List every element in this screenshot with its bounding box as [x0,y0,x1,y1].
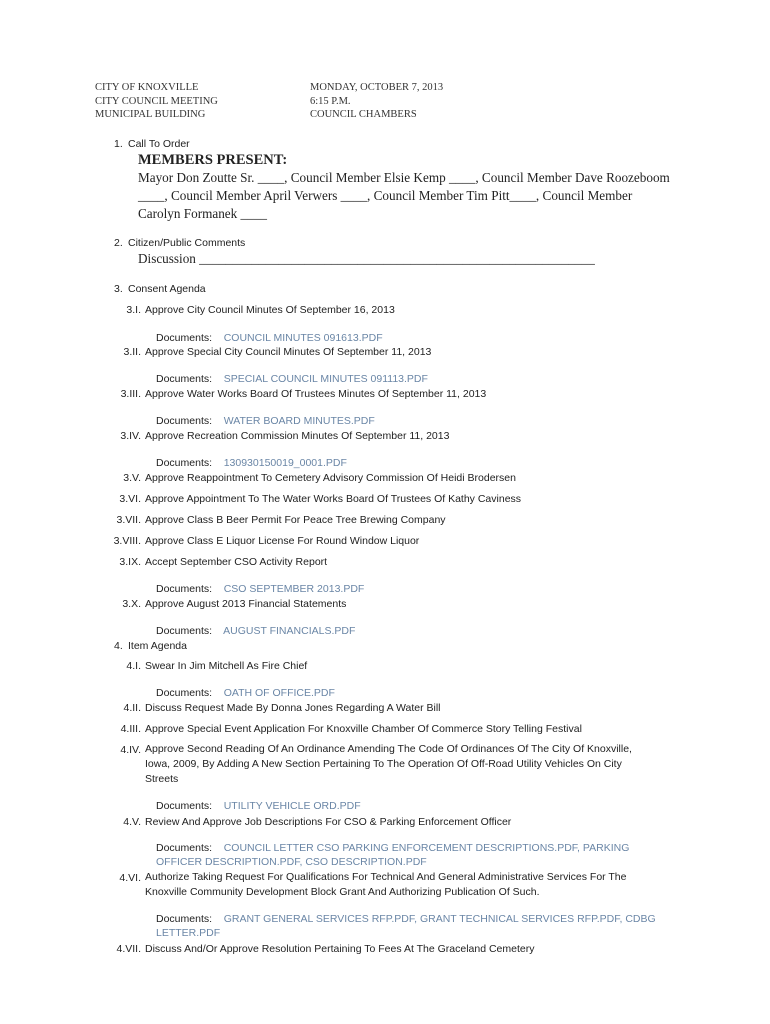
section-3-title: Consent Agenda [128,283,206,295]
item-number: 4.II. [123,702,141,714]
item-number: 3.V. [123,472,141,484]
section-4-number: 4. [114,640,123,652]
item-number: 3.IX. [119,556,141,568]
documents-label: Documents: [156,583,213,595]
item-number: 4.III. [120,723,141,735]
documents-label: Documents: [156,457,213,469]
documents-row [156,414,375,428]
item-number: 3.VI. [119,493,141,505]
section-3-number: 3. [114,283,123,295]
item-number: 3.IV. [120,430,141,442]
section-4-title: Item Agenda [128,640,187,652]
documents-label: Documents: [156,625,213,637]
documents-row [156,372,428,386]
documents-row [156,686,335,700]
documents-row [156,331,383,345]
agenda-item-text: Approve Special Event Application For Knoxville Chamber Of Commerce Story Telling Festival [145,723,582,735]
documents-row [156,624,355,638]
header-building: MUNICIPAL BUILDING [95,109,206,120]
documents-label: Documents: [156,332,213,344]
agenda-item-text: Swear In Jim Mitchell As Fire Chief [145,660,308,672]
agenda-item-text: Approve Water Works Board Of Trustees Minutes Of September 11, 2013 [145,388,487,400]
item-number: 4.I. [126,660,141,672]
document-link[interactable]: CSO SEPTEMBER 2013.PDF [223,583,365,595]
item-number: 3.X. [122,598,141,610]
document-link[interactable]: AUGUST FINANCIALS.PDF [223,625,356,637]
document-link[interactable]: COUNCIL MINUTES 091613.PDF [223,332,383,344]
documents-label: Documents: [156,415,213,427]
agenda-item-text: Approve Appointment To The Water Works Board Of Trustees Of Kathy Caviness [145,493,522,505]
agenda-item-text: Approve Special City Council Minutes Of September 11, 2013 [145,346,432,358]
header-city: CITY OF KNOXVILLE [95,82,199,93]
agenda-item-text: Discuss And/Or Approve Resolution Pertaining To Fees At The Graceland Cemetery [145,943,535,955]
documents-label: Documents: [156,373,213,385]
item-number: 3.III. [120,388,141,400]
agenda-item-text: Approve City Council Minutes Of September 16, 2013 [145,304,395,316]
item-number: 4.V. [123,816,141,828]
item-number: 4.VI. [119,872,141,884]
agenda-item-text: Approve Second Reading Of An Ordinance Amending The Code Of Ordinances Of The City Of Knoxville, Iowa, 2009, By Adding A New Section Pertaining To The Operation Of Off-Road Utility Vehicles On City Streets [145,743,632,785]
item-number: 3.VIII. [113,535,141,547]
documents-label: Documents: [156,842,213,854]
documents-label: Documents: [156,913,213,925]
agenda-item-text: Accept September CSO Activity Report [145,556,328,568]
documents-label: Documents: [156,687,213,699]
header-location: COUNCIL CHAMBERS [310,109,417,120]
item-number: 4.VII. [116,943,141,955]
documents-row [156,912,656,940]
documents-row [156,799,361,813]
header-right [310,81,443,122]
document-link[interactable]: UTILITY VEHICLE ORD.PDF [223,800,361,812]
section-2-title: Citizen/Public Comments [128,237,246,249]
agenda-item-text: Discuss Request Made By Donna Jones Regarding A Water Bill [145,702,441,714]
document-link[interactable]: OATH OF OFFICE.PDF [223,687,335,699]
documents-label: Documents: [156,800,213,812]
members-present-list: Mayor Don Zoutte Sr. ____, Council Member Elsie Kemp ____, Council Member Dave Roozeboom ____, Council Member April Verwers ____, Council Member Tim Pitt____, Council Member Carolyn Formanek ____ [138,170,670,221]
header-left [95,81,218,122]
item-number: 3.I. [126,304,141,316]
agenda-item-text: Review And Approve Job Descriptions For CSO & Parking Enforcement Officer [145,816,512,828]
document-link[interactable]: WATER BOARD MINUTES.PDF [223,415,375,427]
document-link[interactable]: SPECIAL COUNCIL MINUTES 091113.PDF [223,373,428,385]
agenda-item-text: Approve Class B Beer Permit For Peace Tree Brewing Company [145,514,446,526]
section-1-number: 1. [114,138,123,150]
document-link[interactable]: GRANT GENERAL SERVICES RFP.PDF, GRANT TECHNICAL SERVICES RFP.PDF, CDBG LETTER.PDF [156,913,656,939]
members-present-heading: MEMBERS PRESENT: [138,152,288,168]
section-1-title: Call To Order [128,138,190,150]
header-meeting: CITY COUNCIL MEETING [95,95,218,107]
item-number: 3.II. [123,346,141,358]
agenda-item-text: Approve Recreation Commission Minutes Of September 11, 2013 [145,430,450,442]
agenda-item-text: Authorize Taking Request For Qualifications For Technical And General Administrative Services For The Knoxville Community Development Block Grant And Authorizing Publication Of Such. [145,871,627,898]
item-number: 4.IV. [120,744,141,756]
discussion-line: Discussion ____________________________________________________________ [138,251,595,266]
agenda-item-text: Approve Class E Liquor License For Round Window Liquor [145,535,420,547]
agenda-item-text: Approve August 2013 Financial Statements [145,598,347,610]
agenda-item-text: Approve Reappointment To Cemetery Advisory Commission Of Heidi Brodersen [145,472,516,484]
document-link[interactable]: 130930150019_0001.PDF [223,457,347,469]
header-date: MONDAY, OCTOBER 7, 2013 [310,82,444,93]
documents-row [156,582,364,596]
item-number: 3.VII. [116,514,141,526]
documents-row [156,456,347,470]
documents-row [156,841,656,869]
document-link[interactable]: COUNCIL LETTER CSO PARKING ENFORCEMENT DESCRIPTIONS.PDF, PARKING OFFICER DESCRIPTION.PDF, CSO DESCRIPTION.PDF [156,842,630,868]
section-2-number: 2. [114,237,123,249]
header-time: 6:15 P.M. [310,95,351,107]
